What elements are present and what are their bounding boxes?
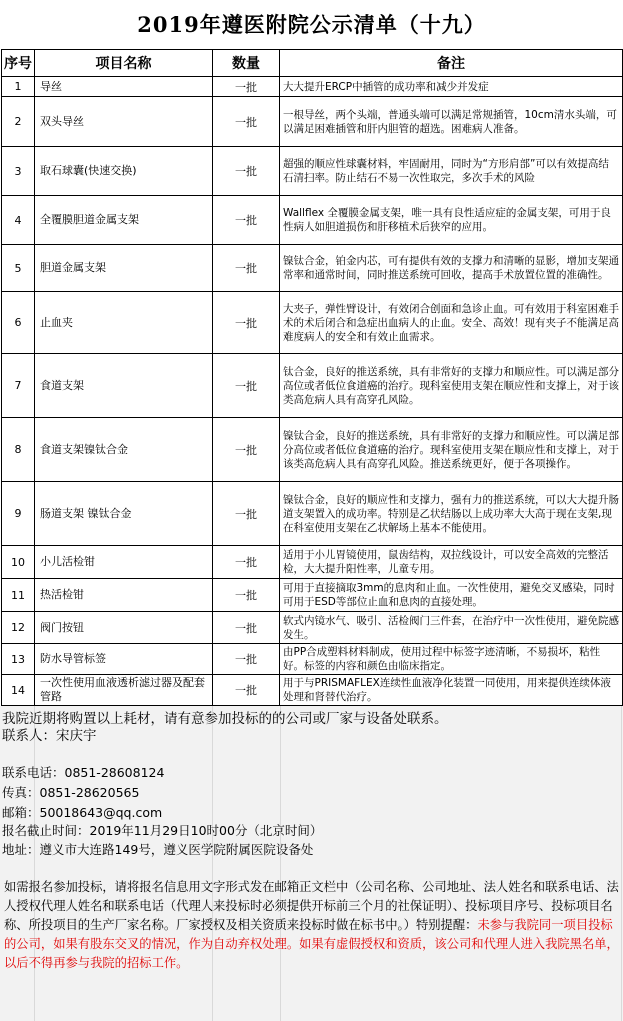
row-note: 大大提升ERCP中插管的成功率和减少并发症 xyxy=(280,77,623,97)
table-row xyxy=(2,292,623,354)
row-no: 14 xyxy=(2,675,35,706)
header-no: 序号 xyxy=(2,50,35,77)
procurement-table xyxy=(1,49,623,706)
header-qty: 数量 xyxy=(213,50,280,77)
row-qty: 一批 xyxy=(213,482,280,546)
row-qty: 一批 xyxy=(213,196,280,245)
row-note: 超强的顺应性球囊材料，牢固耐用，同时为“方形肩部”可以有效提高结石清扫率。防止结石不易一次性取完，多次手术的风险 xyxy=(280,147,623,196)
row-note: 一根导丝，两个头端，普通头端可以满足常规插管，10cm清水头端，可以满足困难插管和肝内胆管的超选。困难病人准备。 xyxy=(280,97,623,147)
row-name: 食道支架 xyxy=(35,354,213,418)
row-no: 3 xyxy=(2,147,35,196)
row-name: 双头导丝 xyxy=(35,97,213,147)
row-note: 用于与PRISMAFLEX连续性血液净化装置一同使用，用来提供连续体液处理和肾替代治疗。 xyxy=(280,675,623,706)
row-no: 6 xyxy=(2,292,35,354)
table-row xyxy=(2,675,623,706)
contact-address: 地址：遵义市大连路149号，遵义医学院附属医院设备处 xyxy=(2,842,314,857)
row-no: 2 xyxy=(2,97,35,147)
row-no: 13 xyxy=(2,644,35,675)
row-no: 9 xyxy=(2,482,35,546)
row-qty: 一批 xyxy=(213,579,280,612)
table-row xyxy=(2,245,623,292)
row-qty: 一批 xyxy=(213,546,280,579)
row-name: 防水导管标签 xyxy=(35,644,213,675)
table-row xyxy=(2,97,623,147)
row-qty: 一批 xyxy=(213,147,280,196)
instructions-text: 如需报名参加投标，请将报名信息用文字形式发在邮箱正文栏中（公司名称、公司地址、法人姓名和联系电话、法人授权代理人姓名和联系电话（代理人来投标时必须提供开标前三个月的社保证明）、投标项目序号、投标项目名称、所投项目的生产厂家名称。厂家授权及相关资质来投标时做在标书中。）特别提醒： xyxy=(4,880,619,932)
row-qty: 一批 xyxy=(213,354,280,418)
table-row xyxy=(2,612,623,644)
row-name: 阀门按钮 xyxy=(35,612,213,644)
row-no: 12 xyxy=(2,612,35,644)
row-note: 镍钛合金，良好的顺应性和支撑力，强有力的推送系统，可以大大提升肠道支架置入的成功率。特别是乙状结肠以上成功率大大高于现在支架,现在科室使用支架在乙状解场上基本不能使用。 xyxy=(280,482,623,546)
row-note: 由PP合成塑料材料制成，使用过程中标签字迹清晰，不易损坏，粘性好。标签的内容和颜色由临床指定。 xyxy=(280,644,623,675)
contact-person: 联系人：宋庆宇 xyxy=(2,728,97,744)
row-no: 7 xyxy=(2,354,35,418)
row-name: 导丝 xyxy=(35,77,213,97)
registration-instructions xyxy=(4,878,619,973)
table-row xyxy=(2,418,623,482)
row-name: 食道支架镍钛合金 xyxy=(35,418,213,482)
row-name: 一次性使用血液透析滤过器及配套管路 xyxy=(35,675,213,706)
row-note: 软式内镜水气、吸引、活检阀门三件套，在治疗中一次性使用，避免院感发生。 xyxy=(280,612,623,644)
table-row xyxy=(2,147,623,196)
row-qty: 一批 xyxy=(213,418,280,482)
row-note: 可用于直接摘取3mm的息肉和止血。一次性使用，避免交叉感染，同时可用于ESD等部位止血和息肉的直接处理。 xyxy=(280,579,623,612)
row-note: 镍钛合金，铂金内芯，可有提供有效的支撑力和清晰的显影，增加支架通常率和通常时间，同时推送系统可回收，提高手术放置位置的准确性。 xyxy=(280,245,623,292)
row-name: 取石球囊(快速交换) xyxy=(35,147,213,196)
row-name: 小儿活检钳 xyxy=(35,546,213,579)
row-name: 胆道金属支架 xyxy=(35,245,213,292)
row-qty: 一批 xyxy=(213,245,280,292)
row-name: 肠道支架 镍钛合金 xyxy=(35,482,213,546)
row-note: 钛合金，良好的推送系统，具有非常好的支撑力和顺应性。可以满足部分高位或者低位食道癌的治疗。现科室使用支架在顺应性和支撑上，对于该类高危病人具有高穿孔风险。 xyxy=(280,354,623,418)
row-qty: 一批 xyxy=(213,675,280,706)
row-name: 全覆膜胆道金属支架 xyxy=(35,196,213,245)
contact-email: 邮箱：50018643@qq.com xyxy=(2,805,163,820)
row-qty: 一批 xyxy=(213,644,280,675)
notice-section xyxy=(0,706,623,1021)
table-row xyxy=(2,546,623,579)
row-note: Wallflex 全覆膜金属支架，唯一具有良性适应症的金属支架，可用于良性病人如胆道损伤和肝移植术后狭窄的应用。 xyxy=(280,196,623,245)
contact-fax: 传真：0851-28620565 xyxy=(2,785,140,800)
table-row xyxy=(2,354,623,418)
table-row xyxy=(2,77,623,97)
table-row xyxy=(2,579,623,612)
row-note: 镍钛合金，良好的推送系统，具有非常好的支撑力和顺应性。可以满足部分高位或者低位食道癌的治疗。现科室使用支架在顺应性和支撑上，对于该类高危病人具有高穿孔风险。推送系统更好，便于各项操作。 xyxy=(280,418,623,482)
row-note: 适用于小儿胃镜使用，鼠齿结构，双拉线设计，可以安全高效的完整活检，大大提升阳性率，儿童专用。 xyxy=(280,546,623,579)
row-note: 大夹子，弹性臂设计，有效闭合创面和急诊止血。可有效用于科室困难手术的术后闭合和急症出血病人的止血。安全、高效！现有夹子不能满足高难度病人的安全和有效止血需求。 xyxy=(280,292,623,354)
header-name: 项目名称 xyxy=(35,50,213,77)
row-no: 5 xyxy=(2,245,35,292)
row-no: 8 xyxy=(2,418,35,482)
table-header-row xyxy=(2,50,623,77)
notice-intro: 我院近期将购置以上耗材，请有意参加投标的的公司或厂家与设备处联系。 xyxy=(2,711,448,727)
row-no: 4 xyxy=(2,196,35,245)
row-no: 1 xyxy=(2,77,35,97)
row-name: 止血夹 xyxy=(35,292,213,354)
contact-phone: 联系电话：0851-28608124 xyxy=(2,765,165,780)
page-title: 2019年遵医附院公示清单（十九） xyxy=(137,11,486,37)
table-row xyxy=(2,482,623,546)
table-row xyxy=(2,644,623,675)
row-qty: 一批 xyxy=(213,612,280,644)
table-row xyxy=(2,196,623,245)
row-name: 热活检钳 xyxy=(35,579,213,612)
row-qty: 一批 xyxy=(213,292,280,354)
row-qty: 一批 xyxy=(213,77,280,97)
row-no: 11 xyxy=(2,579,35,612)
header-note: 备注 xyxy=(280,50,623,77)
special-warning: 未参与我院同一项目投标的公司，如果有股东交叉的情况，作为自动弃权处理。如果有虚假授权和资质，该公司和代理人进入我院黑名单，以后不得再参与我院的招标工作。 xyxy=(4,918,619,970)
row-no: 10 xyxy=(2,546,35,579)
row-qty: 一批 xyxy=(213,97,280,147)
registration-deadline: 报名截止时间：2019年11月29日10时00分（北京时间） xyxy=(2,823,323,838)
